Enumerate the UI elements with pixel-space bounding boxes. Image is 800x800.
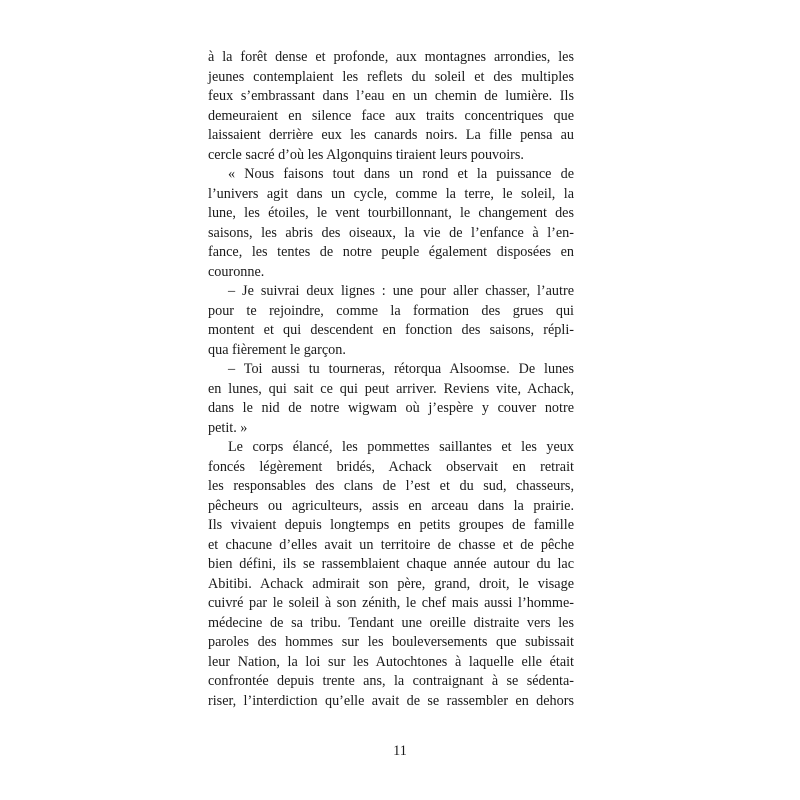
text-line: qua fièrement le garçon. <box>208 341 346 358</box>
text-line: paroles des hommes sur les bouleversements que subissait <box>208 634 574 650</box>
text-line: confrontée depuis trente ans, la contraignant à se sédenta- <box>208 673 574 689</box>
text-line: foncés légèrement bridés, Achack observait en retrait <box>208 458 574 475</box>
text-line: fance, les tentes de notre peuple également disposées en <box>208 244 574 260</box>
text-line: – Je suivrai deux lignes : une pour aller chasser, l’autre <box>228 283 574 299</box>
text-line: « Nous faisons tout dans un rond et la puissance de <box>228 166 574 182</box>
text-line: cercle sacré d’où les Algonquins tiraient leurs pouvoirs. <box>208 146 524 163</box>
text-line: leur Nation, la loi sur les Autochtones à laquelle elle était <box>208 653 574 670</box>
text-line: cuivré par le soleil à son zénith, le chef mais aussi l’homme- <box>208 595 574 611</box>
text-line: et chacune d’elles avait un territoire de chasse et de pêche <box>208 536 574 553</box>
text-line: Le corps élancé, les pommettes saillantes et les yeux <box>228 439 574 455</box>
text-line: saisons, les abris des oiseaux, la vie de l’enfance à l’en- <box>208 224 574 241</box>
text-line: pêcheurs ou agriculteurs, assis en arceau dans la prairie. <box>208 497 574 514</box>
text-line: les responsables des clans de l’est et du sud, chasseurs, <box>208 478 574 494</box>
text-line: médecine de sa tribu. Tendant une oreille distraite vers les <box>208 614 574 631</box>
text-line: montent et qui descendent en fonction des saisons, répli- <box>208 322 574 338</box>
text-line: l’univers agit dans un cycle, comme la terre, le soleil, la <box>208 185 574 202</box>
text-line: demeuraient en silence face aux traits concentriques que <box>208 107 574 124</box>
text-line: Ils vivaient depuis longtemps en petits groupes de famille <box>208 517 574 533</box>
text-line: dans le nid de notre wigwam où j’espère y couver notre <box>208 400 574 416</box>
text-line: en lunes, qui sait ce qui peut arriver. Reviens vite, Achack, <box>208 380 574 397</box>
text-line: – Toi aussi tu tourneras, rétorqua Alsoomse. De lunes <box>228 361 574 377</box>
text-line: jeunes contemplaient les reflets du soleil et des multiples <box>208 68 574 85</box>
text-line: couronne. <box>208 263 265 280</box>
text-line: petit. » <box>208 419 248 436</box>
text-line: riser, l’interdiction qu’elle avait de se rassembler en dehors <box>208 692 574 709</box>
text-line: bien défini, ils se rassemblaient chaque année autour du lac <box>208 556 574 572</box>
text-line: feux s’embrassant dans l’eau en un chemin de lumière. Ils <box>208 88 574 104</box>
text-line: lune, les étoiles, le vent tourbillonnant, le changement des <box>208 205 574 221</box>
text-line: laissaient derrière eux les canards noirs. La fille pensa au <box>208 127 574 143</box>
body-text <box>208 48 574 711</box>
text-line: Abitibi. Achack admirait son père, grand, droit, le visage <box>208 575 574 592</box>
text-line: à la forêt dense et profonde, aux montagnes arrondies, les <box>208 49 574 65</box>
text-line: pour te rejoindre, comme la formation des grues qui <box>208 302 574 319</box>
page-number: 11 <box>393 743 407 759</box>
